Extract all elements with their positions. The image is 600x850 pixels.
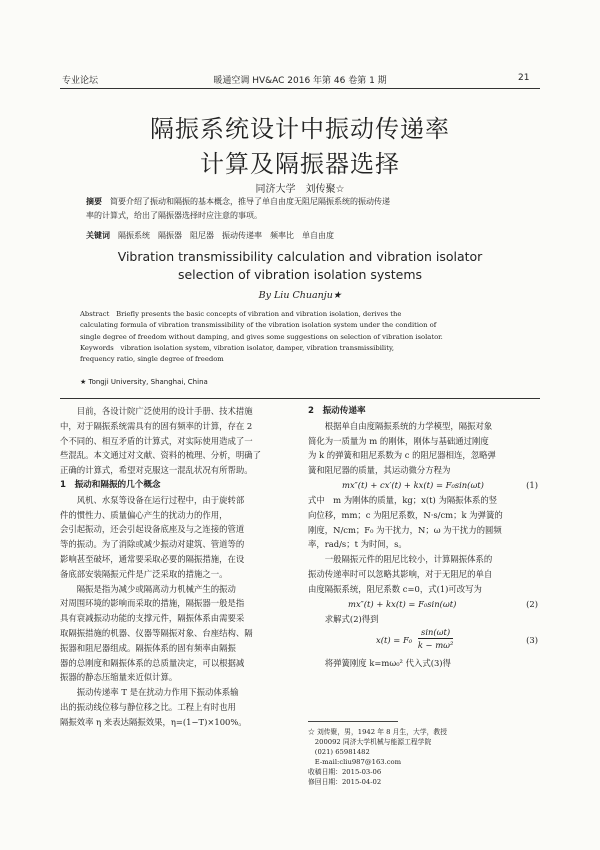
footnote-line: ☆ 刘传聚，男，1942 年 8 月生，大学，教授 [308,728,448,736]
equation-2-expr: mx″(t) + kx(t) = F₀sin(ωt) [348,598,457,609]
intro-text: 些混乱。本文通过对文献、资料的梳理、分析，明确了 [60,450,261,461]
keywords-en: frequency ratio, single degree of freedom [80,355,224,364]
body-text: 隔振是指为减少或隔离动力机械产生的振动 [76,583,236,594]
body-text: 具有衰减振动功能的支撑元件，隔振体系由需要采 [60,613,245,624]
body-text: 件的惯性力、质量偏心产生的扰动力的作用， [60,509,228,520]
equation-3 [308,626,540,656]
right-column [308,404,540,671]
body-text: 振动传递率 T 是在扰动力作用下振动体系输 [76,687,239,698]
intro-text: 个不同的、相互矛盾的计算式，对实际使用造成了一 [60,435,253,446]
body-text: 根据单自由度隔振系统的力学模型，隔振对象 [324,420,493,431]
body-text: 簧和阻尼器的质量，其运动微分方程为 [308,465,451,476]
footnote-line: 200092 同济大学机械与能源工程学院 [308,738,432,746]
body-text: 求解式(2)得到 [324,613,379,624]
page-number: 21 [518,73,530,83]
abstract-cn [86,195,526,209]
footnote-line: (021) 65981482 [308,748,370,756]
abstract-en [80,309,530,365]
body-text: 备底部安装隔振元件是广泛采取的措施之一。 [60,568,228,579]
journal-info: 暖通空调 HV&AC 2016 年第 46 卷第 1 期 [213,76,387,86]
equation-1 [308,478,540,493]
author-cn: 同济大学 刘传聚☆ [255,184,345,195]
affiliation-en: ★ Tongji University, Shanghai, China [80,378,208,386]
keywords-en: Keywords vibration isolation system, vibration isolator, damper, vibration transmissibility, [80,343,395,352]
keywords-cn [86,229,526,243]
footnote-rule [308,721,398,722]
body-text: 风机、水泵等设备在运行过程中，由于旋转部 [76,494,245,505]
body-text: 振器的静态压缩量来近似计算。 [60,672,178,683]
footnote-line: E-mail:cliu987@163.com [308,758,402,766]
body-text: 式中 m 为刚体的质量，kg；x(t) 为隔振体系的竖 [308,494,498,505]
equation-3-fraction [418,626,454,651]
equation-1-expr: mx″(t) + cx′(t) + kx(t) = F₀sin(ωt) [342,479,484,490]
intro-text: 目前，各设计院广泛使用的设计手册、技术措施 [76,406,253,416]
keywords-cn-label: 关键词 [86,231,110,240]
body-text: 率，rad/s；t 为时间，s。 [308,539,407,550]
body-text: 简化为一质量为 m 的刚体，刚体与基础通过刚度 [308,435,489,446]
footnote [308,727,540,787]
body-text: 由度隔振系统，阻尼系数 c=0，式(1)可改写为 [308,583,482,594]
abstract-cn-line: 率的计算式，给出了隔振器选择时应注意的事项。 [86,211,262,220]
body-text: 振器和阻尼器组成。隔振体系的固有频率由隔振 [60,642,236,653]
equation-2-number: (2) [526,598,538,609]
body-text: 将弹簧刚度 k=mω₀² 代入式(3)得 [324,658,451,669]
author-en: By Liu Chuanju★ [258,290,342,301]
keywords-cn-text: 隔振系统 隔振器 阻尼器 振动传递率 频率比 单自由度 [118,231,334,240]
section-label: 专业论坛 [62,76,99,86]
body-text: 一般隔振元件的阻尼比较小，计算隔振体系的 [324,554,493,565]
body-text: 器的总刚度和隔振体系的总质量决定，可以根据减 [60,657,245,668]
body-text: 出的振动线位移与静位移之比。工程上有时也用 [60,701,236,712]
body-text: 振动传递率时可以忽略其影响，对于无阻尼的单自 [308,568,493,579]
abstract-cn-label: 摘要 [86,197,102,206]
body-text: 对周围环境的影响而采取的措施，隔振器一般是指 [60,598,245,609]
body-text: 取隔振措施的机器、仪器等隔振对象、台座结构、隔 [60,627,253,638]
abstract-rule [60,398,540,399]
title-cn-line2: 计算及隔振器选择 [200,150,400,178]
abstract-en-line: single degree of freedom without damping, and gives some suggestions on selection of vibration isolator. [80,332,443,341]
section-2-heading: 2 振动传递率 [308,406,366,416]
header-rule [60,88,540,89]
title-en-line2: selection of vibration isolation systems [177,267,423,282]
equation-3-denominator: k − mω² [417,640,454,651]
body-text: 隔振效率 η 来表达隔振效果，η=(1−T)×100%。 [60,716,247,727]
abstract-cn-line: 简要介绍了振动和隔振的基本概念，推导了单自由度无阻尼隔振系统的振动传递 [110,197,390,206]
footnote-line: 收稿日期：2015-03-06 [308,768,382,776]
abstract-en-line: calculating formula of vibration transmissibility of the vibration isolation system under the condition of [80,321,437,330]
body-text: 为 k 的弹簧和阻尼系数为 c 的阻尼器相连，忽略弹 [308,450,496,461]
title-cn-line1: 隔振系统设计中振动传递率 [150,115,450,143]
body-text: 刚度，N/cm；F₀ 为干扰力，N；ω 为干扰力的圆频 [308,524,502,535]
title-en-line1: Vibration transmissibility calculation and vibration isolator [117,249,483,264]
equation-3-number: (3) [526,635,538,646]
abstract-en-line: Abstract Briefly presents the basic concepts of vibration and vibration isolation, derives the [80,310,402,318]
left-column [60,404,292,730]
footnote-line: 修回日期：2015-04-02 [308,778,382,786]
body-text: 影响甚至破坏，通常要采取必要的隔振措施，在设 [60,553,245,564]
equation-2 [308,597,540,612]
equation-3-numerator: sin(ωt) [418,626,454,639]
body-text: 向位移，mm；c 为阻尼系数，N·s/cm；k 为弹簧的 [308,509,503,520]
equation-3-lhs: x(t) = F₀ [376,635,413,646]
section-1-heading: 1 振动和隔振的几个概念 [60,479,161,490]
body-text: 会引起振动，还会引起设备底座及与之连接的管道 [60,524,245,535]
intro-text: 中，对于隔振系统需具有的固有频率的计算，存在 2 [60,420,253,431]
intro-text: 正确的计算式，希望对克服这一混乱状况有所帮助。 [60,465,253,476]
equation-1-number: (1) [526,479,538,490]
body-text: 等的振动。为了消除或减少振动对建筑、管道等的 [60,539,245,550]
